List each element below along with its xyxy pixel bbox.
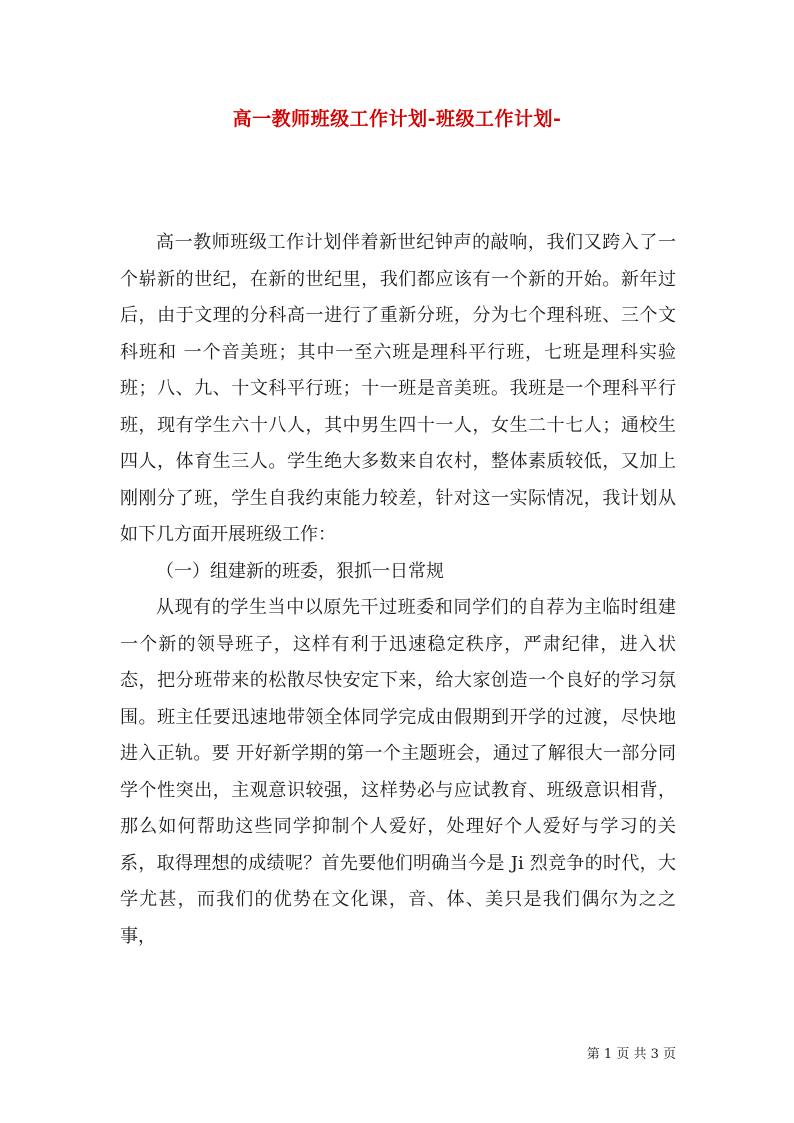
page-number-footer: 第 1 页 共 3 页 <box>586 1047 676 1062</box>
page-title: 高一教师班级工作计划-班级工作计划- <box>232 108 562 130</box>
paragraph-section-1: 从现有的学生当中以原先干过班委和同学们的自荐为主临时组建一个新的领导班子，这样有利于迅速稳定秩序，严肃纪律，进入状态，把分班带来的松散尽快安定下来，给大家创造一个良好的学习氛围。班主任要迅速地带领全体同学完成由假期到开学的过渡，尽快地进入正轨。要 开好新学期的第一个主题班会，通过了解很大一部分同学个性突出，主观意识较强，这样势必与应试教育、班级意识相背，那么如何帮助这些同学抑制个人爱好，处理好个人爱好与学习的关系，取得理想的成绩呢？首先要他们明确当今是 Ji 烈竞争的时代，大学尤甚，而我们的优势在文化课，音、体、美只是我们偶尔为之之事， <box>120 597 676 947</box>
paragraph-intro: 高一教师班级工作计划伴着新世纪钟声的敲响，我们又跨入了一个崭新的世纪，在新的世纪里，我们都应该有一个新的开始。新年过后，由于文理的分科高一进行了重新分班，分为七个理科班、三个文科班和 一个音美班；其中一至六班是理科平行班，七班是理科实验班；八、九、十文科平行班；十一班是音美班。我班是一个理科平行班，现有学生六十八人，其中男生四十一人，女生二十七人；通校生四人，体育生三人。学生绝大多数来自农村，整体素质较低，又加上刚刚分了班，学生自我约束能力较差，针对这一实际情况，我计划从如下几方面开展班级工作： <box>120 232 676 545</box>
section-heading: （一）组建新的班委，狠抓一日常规 <box>156 560 444 582</box>
document-body <box>120 225 676 955</box>
